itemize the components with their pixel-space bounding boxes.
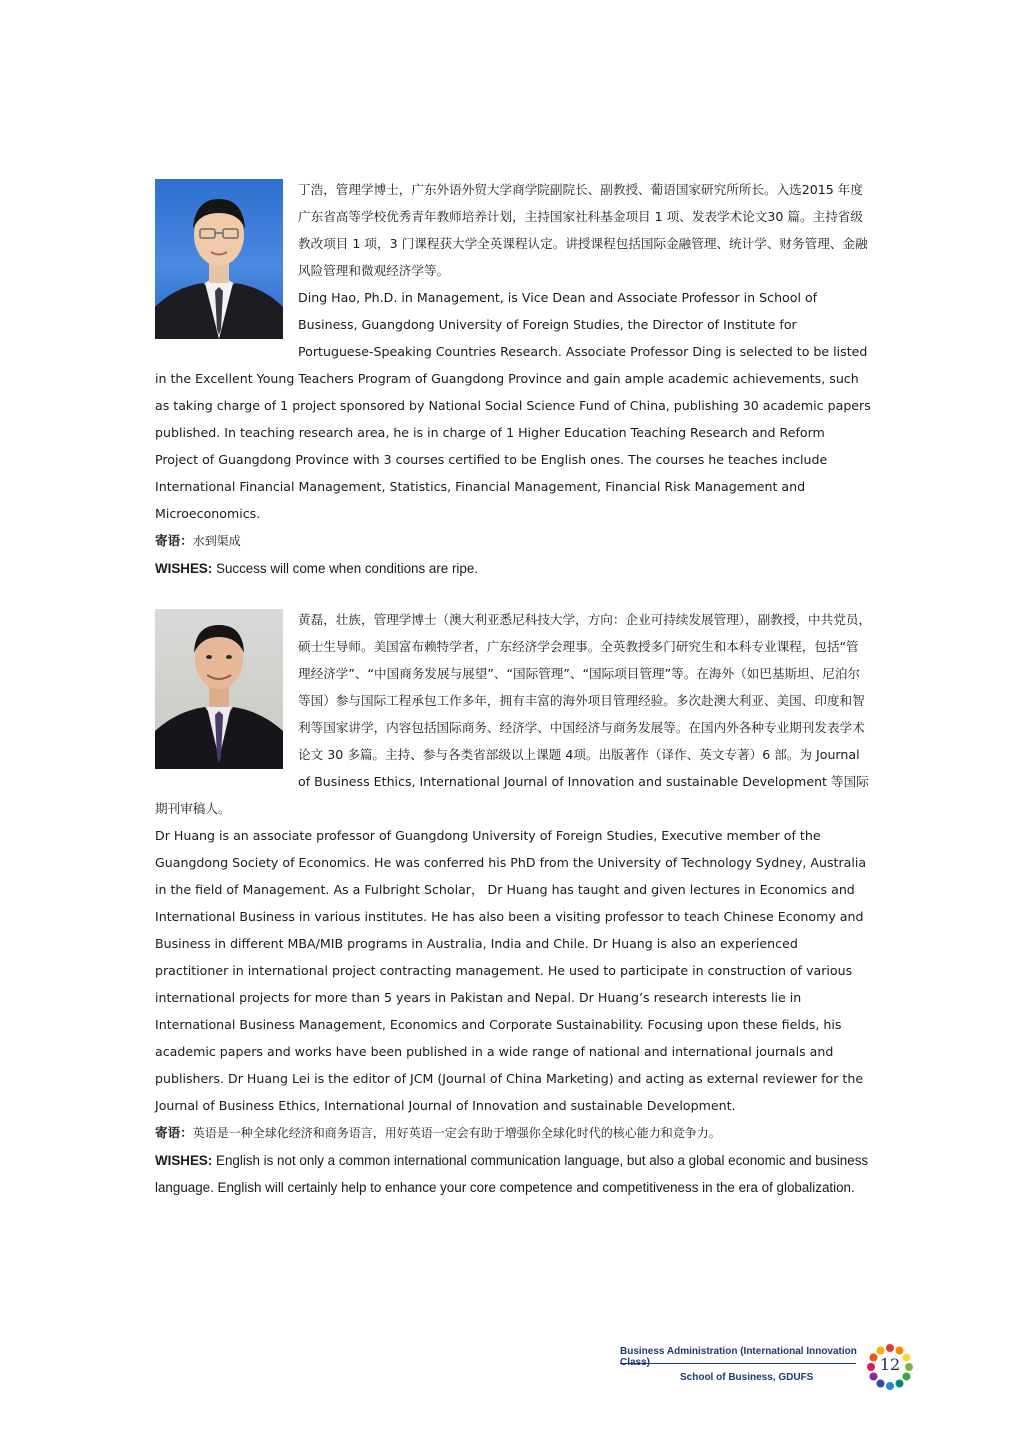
footer-divider [620,1363,856,1364]
portrait-photo [155,609,283,769]
wish-chinese [155,1119,871,1147]
page-number: 12 [879,1355,901,1374]
portrait-photo [155,179,283,339]
footer-subtitle: School of Business, GDUFS [680,1372,814,1383]
profile-huang-lei [155,606,871,1201]
profile-ding-hao [155,176,871,582]
wish-chinese [155,527,871,555]
wish-english [155,555,871,582]
bio-chinese: 丁浩，管理学博士，广东外语外贸大学商学院副院长、副教授、葡语国家研究所所长。入选2015 年度广东省高等学校优秀青年教师培养计划，主持国家社科基金项目 1 项、发表学术论文30 篇。主持省级教改项目 1 项，3 门课程获大学全英课程认定。讲授课程包括国际金融管理、统计学、财务管理、金融风险管理和微观经济学等。 [298,182,868,278]
wish-chinese-label: 寄语： [155,533,193,548]
wish-chinese-text: 英语是一种全球化经济和商务语言，用好英语一定会有助于增强你全球化时代的核心能力和竞争力。 [192,1126,721,1140]
footer-title: Business Administration (International Innovation [620,1346,857,1357]
bio-chinese: 黄磊，壮族，管理学博士（澳大利亚悉尼科技大学，方向：企业可持续发展管理），副教授，中共党员，硕士生导师。美国富布赖特学者，广东经济学会理事。全英教授多门研究生和本科专业课程，包括“管理经济学”、“中国商务发展与展望”、“国际管理”、“国际项目管理”等。在海外（如巴基斯坦、尼泊尔等国）参与国际工程承包工作多年，拥有丰富的海外项目管理经验。多次赴澳大利亚、美国、印度和智利等国家讲学，内容包括国际商务、经济学、中国经济与商务发展等。在国内外各种专业期刊发表学术论文 30 多篇。主持、参与各类省部级以上课题 4项。出版著作（译作、英文专著）6 部。为 Journal of Business Ethics, International Journal of Innovation and sustainable Development 等国际期刊审稿人。 [155,612,872,816]
bio-english: Dr Huang is an associate professor of Guangdong University of Foreign Studies, Executive member of the Guangdong Society of Economics. He was conferred his PhD from the University of Technology Sydney, Australia in the field of Management. As a Fulbright Scholar， Dr Huang has taught and given lectures in Economics and International Business in various institutes. He has also been a visiting professor to teach Chinese Economy and Business in different MBA/MIB programs in Australia, India and Chile. Dr Huang is also an experienced practitioner in international project contracting management. He used to participate in construction of various international projects for more than 5 years in Pakistan and Nepal. Dr Huang’s research interests lie in International Business Management, Economics and Corporate Sustainability. Focusing upon these fields, his academic papers and works have been published in a wide range of national and international journals and publishers. Dr Huang Lei is the editor of JCM (Journal of China Marketing) and acting as external reviewer for the Journal of Business Ethics, International Journal of Innovation and sustainable Development. [155,828,867,1113]
wish-english-label: WISHES: [155,1153,213,1168]
wish-english-text: Success will come when conditions are ripe. [212,561,478,576]
wish-chinese-label: 寄语： [155,1125,193,1140]
bio-english: Ding Hao, Ph.D. in Management, is Vice Dean and Associate Professor in School of Business, Guangdong University of Foreign Studies, the Director of Institute for Portuguese-Speaking Countries Research. Associate Professor Ding is selected to be listed in the Excellent Young Teachers Program of Guangdong Province and gain ample academic achievements, such as taking charge of 1 project sponsored by National Social Science Fund of China, publishing 30 academic papers published. In teaching research area, he is in charge of 1 Higher Education Teaching Research and Reform Project of Guangdong Province with 3 courses certified to be English ones. The courses he teaches include International Financial Management, Statistics, Financial Management, Financial Risk Management and Microeconomics. [155,290,871,521]
wish-english-text: English is not only a common international communication language, but also a global economic and business language. English will certainly help to enhance your core competence and competitiveness in the era of globalization. [155,1153,869,1195]
wish-english-label: WISHES: [155,561,213,576]
wish-english [155,1147,871,1201]
wish-chinese-text: 水到渠成 [192,534,241,548]
